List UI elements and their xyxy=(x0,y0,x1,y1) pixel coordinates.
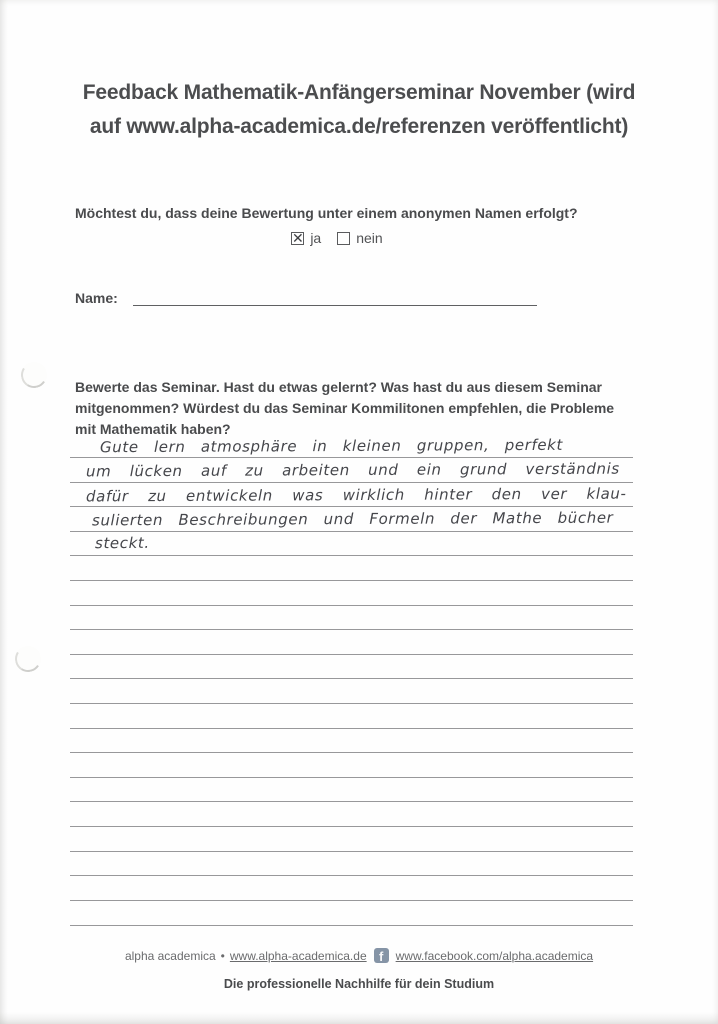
footer-website-link: www.alpha-academica.de xyxy=(229,948,367,963)
ruled-line xyxy=(70,875,633,876)
name-field xyxy=(75,290,118,308)
checkbox-nein-unchecked-icon xyxy=(337,232,350,245)
option-ja xyxy=(291,230,321,246)
checkbox-ja-checked-icon: ✕ xyxy=(291,229,304,246)
ruled-line xyxy=(70,506,633,507)
form-title-line2: auf www.alpha-academica.de/referenzen veröffentlicht) xyxy=(89,115,629,138)
ruled-line xyxy=(70,482,633,483)
ruled-line xyxy=(70,752,633,753)
footer-separator: • xyxy=(220,948,225,963)
ruled-line xyxy=(70,900,633,901)
ruled-line xyxy=(70,826,633,827)
form-title-line1: Feedback Mathematik-Anfängerseminar November (wird xyxy=(82,81,636,104)
ruled-line xyxy=(70,531,633,532)
facebook-icon: f xyxy=(374,948,389,963)
footer-brand: alpha academica xyxy=(124,948,216,963)
name-field-blank-line xyxy=(133,305,537,306)
ruled-line xyxy=(70,801,633,802)
ruled-line xyxy=(70,925,633,926)
handwritten-text-line: um lücken auf zu arbeiten und ein grund verständnis xyxy=(85,459,620,481)
option-nein-label: nein xyxy=(356,230,383,246)
handwritten-text-line: dafür zu entwickeln was wirklich hinter den ver klau- xyxy=(85,484,627,506)
form-title xyxy=(59,76,659,144)
handwritten-text-line: sulierten Beschreibungen und Formeln der Mathe bücher xyxy=(91,508,614,530)
ruled-line xyxy=(70,629,633,630)
ruled-line xyxy=(70,703,633,704)
ruled-line xyxy=(70,580,633,581)
ruled-line xyxy=(70,457,633,458)
footer-facebook-link: www.facebook.com/alpha.academica xyxy=(395,948,594,963)
footer xyxy=(0,948,718,963)
ruled-line xyxy=(70,654,633,655)
name-field-label: Name: xyxy=(75,290,118,306)
punch-hole xyxy=(13,644,44,675)
handwritten-text-line: Gute lern atmosphäre in kleinen gruppen, perfekt xyxy=(99,435,563,457)
ruled-line xyxy=(70,605,633,606)
ruled-line xyxy=(70,777,633,778)
footer-tagline: Die professionelle Nachhilfe für dein Studium xyxy=(223,977,495,991)
punch-hole xyxy=(19,360,50,391)
option-ja-label: ja xyxy=(310,230,322,246)
ruled-line xyxy=(70,728,633,729)
handwritten-text-line: steckt. xyxy=(94,533,150,553)
ruled-line xyxy=(70,555,633,556)
option-nein xyxy=(337,230,382,246)
ruled-line xyxy=(70,851,633,852)
anonymity-question: Möchtest du, dass deine Bewertung unter einem anonymen Namen erfolgt? xyxy=(75,205,578,221)
anonymity-options xyxy=(0,230,696,246)
feedback-question: Bewerte das Seminar. Hast du etwas gelernt? Was hast du aus diesem Seminar mitgenommen? Würdest du das Seminar Kommilitonen empfehlen, die Probleme mit Mathematik haben? xyxy=(75,379,615,437)
ruled-line xyxy=(70,678,633,679)
